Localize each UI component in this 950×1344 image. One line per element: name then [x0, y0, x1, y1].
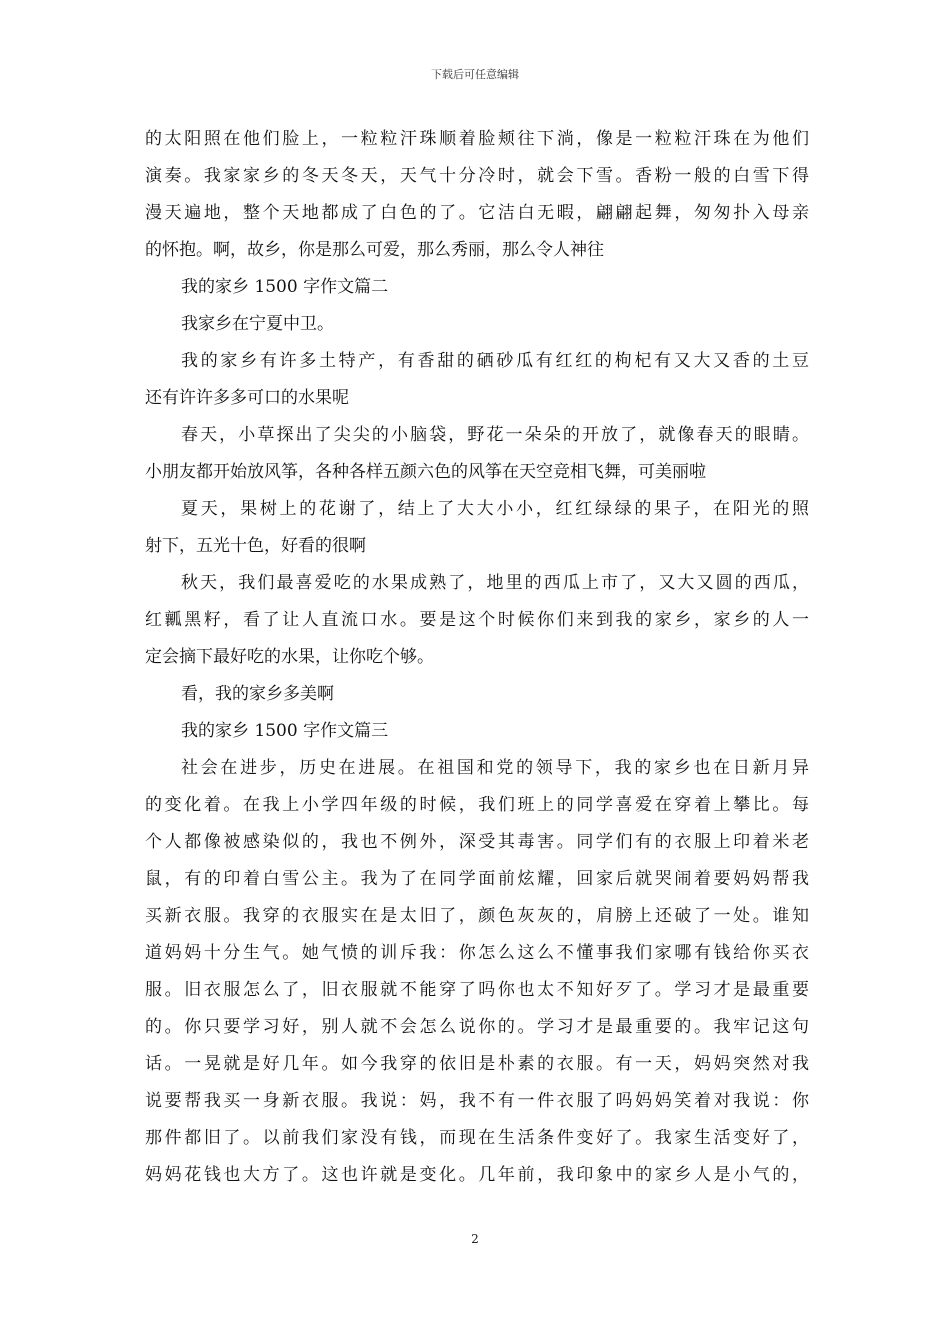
text-line: 我家乡在宁夏中卫。	[181, 314, 334, 334]
text-line: 妈妈花钱也大方了。这也许就是变化。几年前，我印象中的家乡人是小气的，	[145, 1165, 809, 1185]
text-line: 买新衣服。我穿的衣服实在是太旧了，颜色灰灰的，肩膀上还破了一处。谁知	[145, 906, 809, 926]
text-line: 小朋友都开始放风筝，各种各样五颜六色的风筝在天空竞相飞舞，可美丽啦	[145, 462, 706, 482]
text-line: 那件都旧了。以前我们家没有钱，而现在生活条件变好了。我家生活变好了，	[145, 1128, 809, 1148]
text-line: 还有许许多多可口的水果呢	[145, 388, 349, 408]
text-line: 秋天，我们最喜爱吃的水果成熟了，地里的西瓜上市了，又大又圆的西瓜，	[181, 573, 809, 593]
text-line: 春天，小草探出了尖尖的小脑袋，野花一朵朵的开放了，就像春天的眼睛。	[181, 425, 809, 445]
text-line: 夏天，果树上的花谢了，结上了大大小小，红红绿绿的果子，在阳光的照	[181, 499, 809, 519]
text-line: 漫天遍地，整个天地都成了白色的了。它洁白无暇，翩翩起舞，匆匆扑入母亲	[145, 203, 809, 223]
text-line: 的太阳照在他们脸上，一粒粒汗珠顺着脸颊往下淌，像是一粒粒汗珠在为他们	[145, 129, 809, 149]
text-line: 道妈妈十分生气。她气愤的训斥我：你怎么这么不懂事我们家哪有钱给你买衣	[145, 943, 809, 963]
text-line: 红瓤黑籽，看了让人直流口水。要是这个时候你们来到我的家乡，家乡的人一	[145, 610, 809, 630]
text-line: 鼠，有的印着白雪公主。我为了在同学面前炫耀，回家后就哭闹着要妈妈帮我	[145, 869, 809, 889]
text-line: 看，我的家乡多美啊	[181, 684, 334, 704]
text-line: 的。你只要学习好，别人就不会怎么说你的。学习才是最重要的。我牢记这句	[145, 1017, 809, 1037]
text-line: 我的家乡 1500 字作文篇二	[181, 277, 389, 297]
text-line: 说要帮我买一身新衣服。我说：妈，我不有一件衣服了吗妈妈笑着对我说：你	[145, 1091, 809, 1111]
text-line: 定会摘下最好吃的水果，让你吃个够。	[145, 647, 434, 667]
text-line: 个人都像被感染似的，我也不例外，深受其毒害。同学们有的衣服上印着米老	[145, 832, 809, 852]
text-line: 我的家乡有许多土特产，有香甜的硒砂瓜有红红的枸杞有又大又香的土豆	[181, 351, 809, 371]
text-line: 射下，五光十色，好看的很啊	[145, 536, 366, 556]
text-line: 我的家乡 1500 字作文篇三	[181, 721, 389, 741]
page-header: 下载后可任意编辑	[431, 68, 519, 81]
text-line: 服。旧衣服怎么了，旧衣服就不能穿了吗你也太不知好歹了。学习才是最重要	[145, 980, 809, 1000]
text-line: 的变化着。在我上小学四年级的时候，我们班上的同学喜爱在穿着上攀比。每	[145, 795, 809, 815]
text-line: 话。一晃就是好几年。如今我穿的依旧是朴素的衣服。有一天，妈妈突然对我	[145, 1054, 809, 1074]
text-line: 演奏。我家家乡的冬天冬天，天气十分冷时，就会下雪。香粉一般的白雪下得	[145, 166, 809, 186]
document-body	[145, 121, 809, 1194]
text-line: 社会在进步，历史在进展。在祖国和党的领导下，我的家乡也在日新月异	[181, 758, 809, 778]
text-line: 的怀抱。啊，故乡，你是那么可爱，那么秀丽，那么令人神往	[145, 240, 604, 260]
page-number: 2	[471, 1232, 479, 1246]
